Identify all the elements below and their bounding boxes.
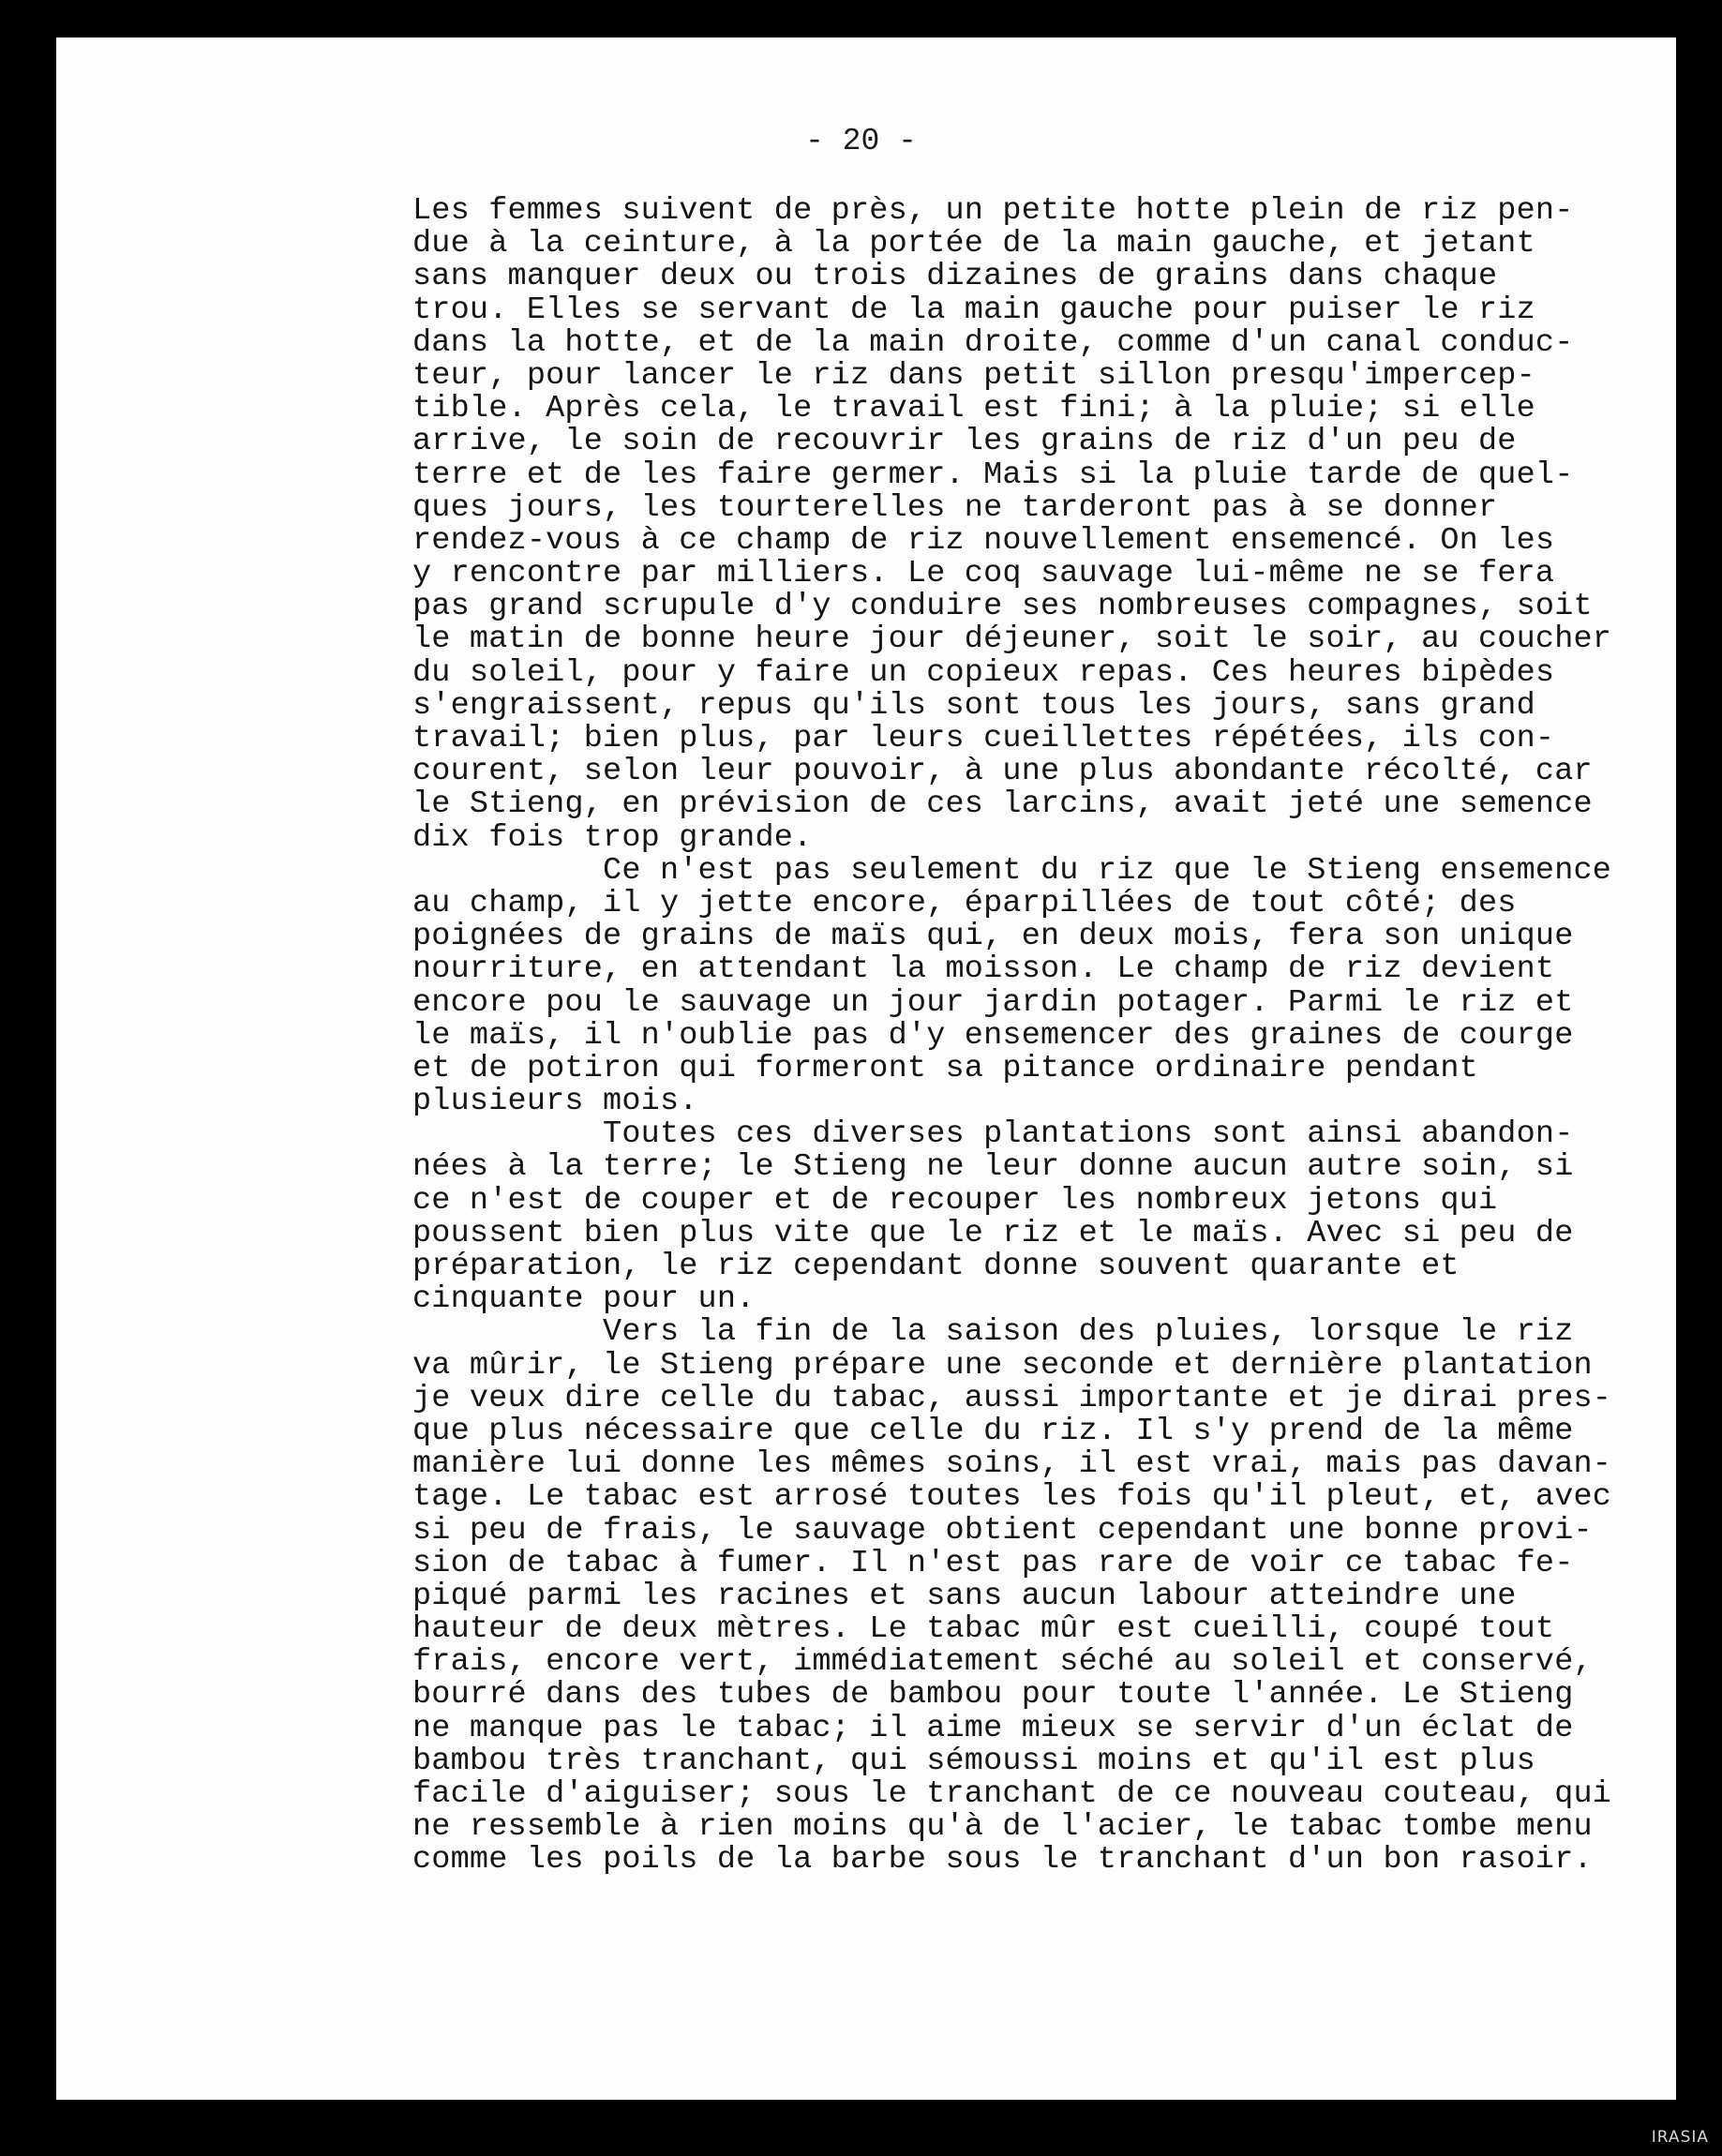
text-line: si peu de frais, le sauvage obtient cependant une bonne provi- bbox=[412, 1512, 1593, 1549]
text-line: ne manque pas le tabac; il aime mieux se servir d'un éclat de bbox=[412, 1710, 1574, 1746]
text-line: Ce n'est pas seulement du riz que le Stieng ensemence bbox=[412, 852, 1612, 889]
text-line: plusieurs mois. bbox=[412, 1084, 698, 1120]
text-line: teur, pour lancer le riz dans petit sillon presqu'impercep- bbox=[412, 357, 1535, 394]
text-line: terre et de les faire germer. Mais si la pluie tarde de quel- bbox=[412, 457, 1574, 493]
text-line: le matin de bonne heure jour déjeuner, soit le soir, au coucher bbox=[412, 621, 1612, 658]
text-line: bourré dans des tubes de bambou pour toute l'année. Le Stieng bbox=[412, 1677, 1574, 1714]
text-line: y rencontre par milliers. Le coq sauvage lui-même ne se fera bbox=[412, 556, 1555, 592]
text-line: que plus nécessaire que celle du riz. Il s'y prend de la même bbox=[412, 1413, 1574, 1449]
text-line: ques jours, les tourterelles ne tarderont pas à se donner bbox=[412, 489, 1498, 526]
text-line: et de potiron qui formeront sa pitance ordinaire pendant bbox=[412, 1050, 1478, 1086]
page-number: - 20 - bbox=[805, 124, 917, 158]
text-line: du soleil, pour y faire un copieux repas. Ces heures bipèdes bbox=[412, 654, 1555, 691]
text-line: nées à la terre; le Stieng ne leur donne aucun autre soin, si bbox=[412, 1149, 1574, 1186]
text-line: comme les poils de la barbe sous le tranchant d'un bon rasoir. bbox=[412, 1842, 1593, 1879]
text-line: ne ressemble à rien moins qu'à de l'acier, le tabac tombe menu bbox=[412, 1809, 1593, 1846]
text-line: Les femmes suivent de près, un petite hotte plein de riz pen- bbox=[412, 193, 1574, 229]
text-line: hauteur de deux mètres. Le tabac mûr est cueilli, coupé tout bbox=[412, 1611, 1555, 1648]
text-line: arrive, le soin de recouvrir les grains de riz d'un peu de bbox=[412, 424, 1517, 460]
text-line: tage. Le tabac est arrosé toutes les fois qu'il pleut, et, avec bbox=[412, 1479, 1612, 1516]
text-line: rendez-vous à ce champ de riz nouvellement ensemencé. On les bbox=[412, 522, 1555, 559]
text-line: travail; bien plus, par leurs cueillettes répétées, ils con- bbox=[412, 721, 1555, 756]
text-line: sion de tabac à fumer. Il n'est pas rare de voir ce tabac fe- bbox=[412, 1545, 1574, 1581]
text-line: facile d'aiguiser; sous le tranchant de ce nouveau couteau, qui bbox=[412, 1776, 1612, 1812]
text-line: frais, encore vert, immédiatement séché au soleil et conservé, bbox=[412, 1644, 1593, 1681]
text-line: Toutes ces diverses plantations sont ainsi abandon- bbox=[412, 1116, 1574, 1153]
text-line: s'engraissent, repus qu'ils sont tous les jours, sans grand bbox=[412, 687, 1535, 724]
text-line: courent, selon leur pouvoir, à une plus abondante récolté, car bbox=[412, 754, 1593, 790]
text-line: sans manquer deux ou trois dizaines de grains dans chaque bbox=[412, 259, 1498, 295]
text-line: trou. Elles se servant de la main gauche pour puiser le riz bbox=[412, 292, 1535, 328]
text-line: pas grand scrupule d'y conduire ses nombreuses compagnes, soit bbox=[412, 589, 1593, 625]
body-text bbox=[412, 195, 1687, 1878]
text-line: piqué parmi les racines et sans aucun labour atteindre une bbox=[412, 1578, 1517, 1614]
text-line: manière lui donne les mêmes soins, il est vrai, mais pas davan- bbox=[412, 1446, 1612, 1483]
text-line: due à la ceinture, à la portée de la main gauche, et jetant bbox=[412, 226, 1535, 262]
text-line: dans la hotte, et de la main droite, comme d'un canal conduc- bbox=[412, 324, 1574, 361]
text-line: le maïs, il n'oublie pas d'y ensemencer des graines de courge bbox=[412, 1017, 1574, 1054]
text-line: Vers la fin de la saison des pluies, lorsque le riz bbox=[412, 1314, 1574, 1351]
text-line: bambou très tranchant, qui sémoussi moins et qu'il est plus bbox=[412, 1743, 1535, 1779]
text-line: au champ, il y jette encore, éparpillées de tout côté; des bbox=[412, 885, 1517, 921]
text-line: cinquante pour un. bbox=[412, 1281, 756, 1318]
text-line: préparation, le riz cependant donne souvent quarante et bbox=[412, 1249, 1460, 1284]
text-line: le Stieng, en prévision de ces larcins, avait jeté une semence bbox=[412, 786, 1593, 823]
watermark: IRASIA bbox=[1651, 2128, 1709, 2147]
text-line: dix fois trop grande. bbox=[412, 819, 813, 856]
text-line: je veux dire celle du tabac, aussi importante et je dirai pres- bbox=[412, 1380, 1612, 1416]
text-line: encore pou le sauvage un jour jardin potager. Parmi le riz et bbox=[412, 984, 1574, 1021]
text-line: poussent bien plus vite que le riz et le maïs. Avec si peu de bbox=[412, 1215, 1574, 1251]
text-line: ce n'est de couper et de recouper les nombreux jetons qui bbox=[412, 1182, 1498, 1219]
text-line: nourriture, en attendant la moisson. Le champ de riz devient bbox=[412, 951, 1555, 988]
text-line: tible. Après cela, le travail est fini; à la pluie; si elle bbox=[412, 391, 1535, 427]
text-line: va mûrir, le Stieng prépare une seconde et dernière plantation bbox=[412, 1347, 1593, 1384]
text-line: poignées de grains de maïs qui, en deux mois, fera son unique bbox=[412, 919, 1574, 955]
